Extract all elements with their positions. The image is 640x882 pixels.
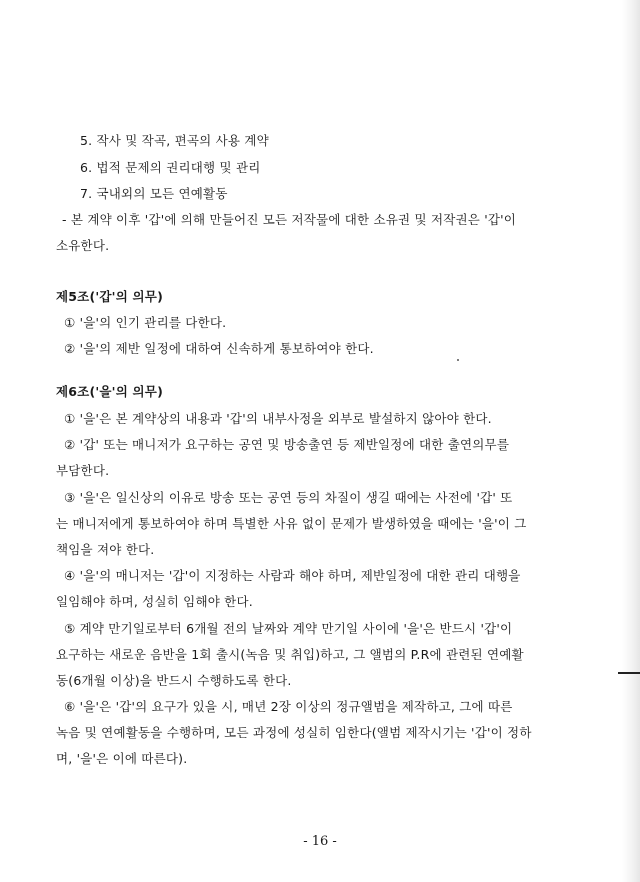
article6-line-14: 며, '을'은 이에 따른다). [56, 751, 188, 766]
article6-line-8: 일임해야 하며, 성실히 임해야 한다. [56, 594, 253, 609]
article6-line-12: ⑥ '을'은 '갑'의 요구가 있을 시, 매년 2장 이상의 정규앨범을 제작하고, 그에 따른 [64, 699, 513, 714]
list-item-6: 6. 법적 문제의 권리대행 및 관리 [80, 160, 261, 175]
ownership-clause-line-2: 소유한다. [56, 238, 110, 253]
ownership-clause-line-1: - 본 계약 이후 '갑'에 의해 만들어진 모든 저작물에 대한 소유권 및 저작권은 '갑'이 [62, 212, 517, 227]
article6-line-9: ⑤ 계약 만기일로부터 6개월 전의 날짜와 계약 만기일 사이에 '을'은 반드시 '갑'이 [64, 621, 513, 636]
article6-line-2: ② '갑' 또는 매니저가 요구하는 공연 및 방송출연 등 제반일정에 대한 출연의무를 [64, 437, 510, 452]
article5-item-1: ① '을'의 인기 관리를 다한다. [64, 315, 227, 330]
article6-line-10: 요구하는 새로운 음반을 1회 출시(녹음 및 취입)하고, 그 앨범의 P.R에 관련된 연예활 [56, 647, 524, 662]
article6-line-1: ① '을'은 본 계약상의 내용과 '갑'의 내부사정을 외부로 발설하지 않아야 한다. [64, 411, 492, 426]
article5-item-2: ② '을'의 제반 일정에 대하여 신속하게 통보하여야 한다. [64, 341, 374, 356]
article6-line-6: 책임을 져야 한다. [56, 542, 155, 557]
list-item-5: 5. 작사 및 작곡, 편곡의 사용 계약 [80, 133, 269, 148]
article6-line-13: 녹음 및 연예활동을 수행하며, 모든 과정에 성실히 임한다(앨범 제작시기는 '갑'이 정하 [56, 725, 532, 740]
article6-line-7: ④ '을'의 매니저는 '갑'이 지정하는 사람과 해야 하며, 제반일정에 대한 관리 대행을 [64, 568, 521, 583]
article5-heading: 제5조('갑'의 의무) [56, 289, 163, 304]
page-number: - 16 - [303, 834, 337, 849]
article6-line-11: 동(6개월 이상)을 반드시 수행하도록 한다. [56, 673, 292, 688]
article6-line-4: ③ '을'은 일신상의 이유로 방송 또는 공연 등의 차질이 생길 때에는 사전에 '갑' 또 [64, 490, 513, 505]
list-item-7: 7. 국내외의 모든 연예활동 [80, 186, 228, 201]
page-edge-shadow [622, 0, 640, 882]
article6-heading: 제6조('을'의 의무) [56, 384, 163, 399]
article6-line-3: 부담한다. [56, 463, 110, 478]
article6-line-5: 는 매니저에게 통보하여야 하며 특별한 사유 없이 문제가 발생하였을 때에는 '을'이 그 [56, 516, 527, 531]
scan-speck [457, 359, 459, 361]
edge-tick-mark [618, 672, 640, 674]
